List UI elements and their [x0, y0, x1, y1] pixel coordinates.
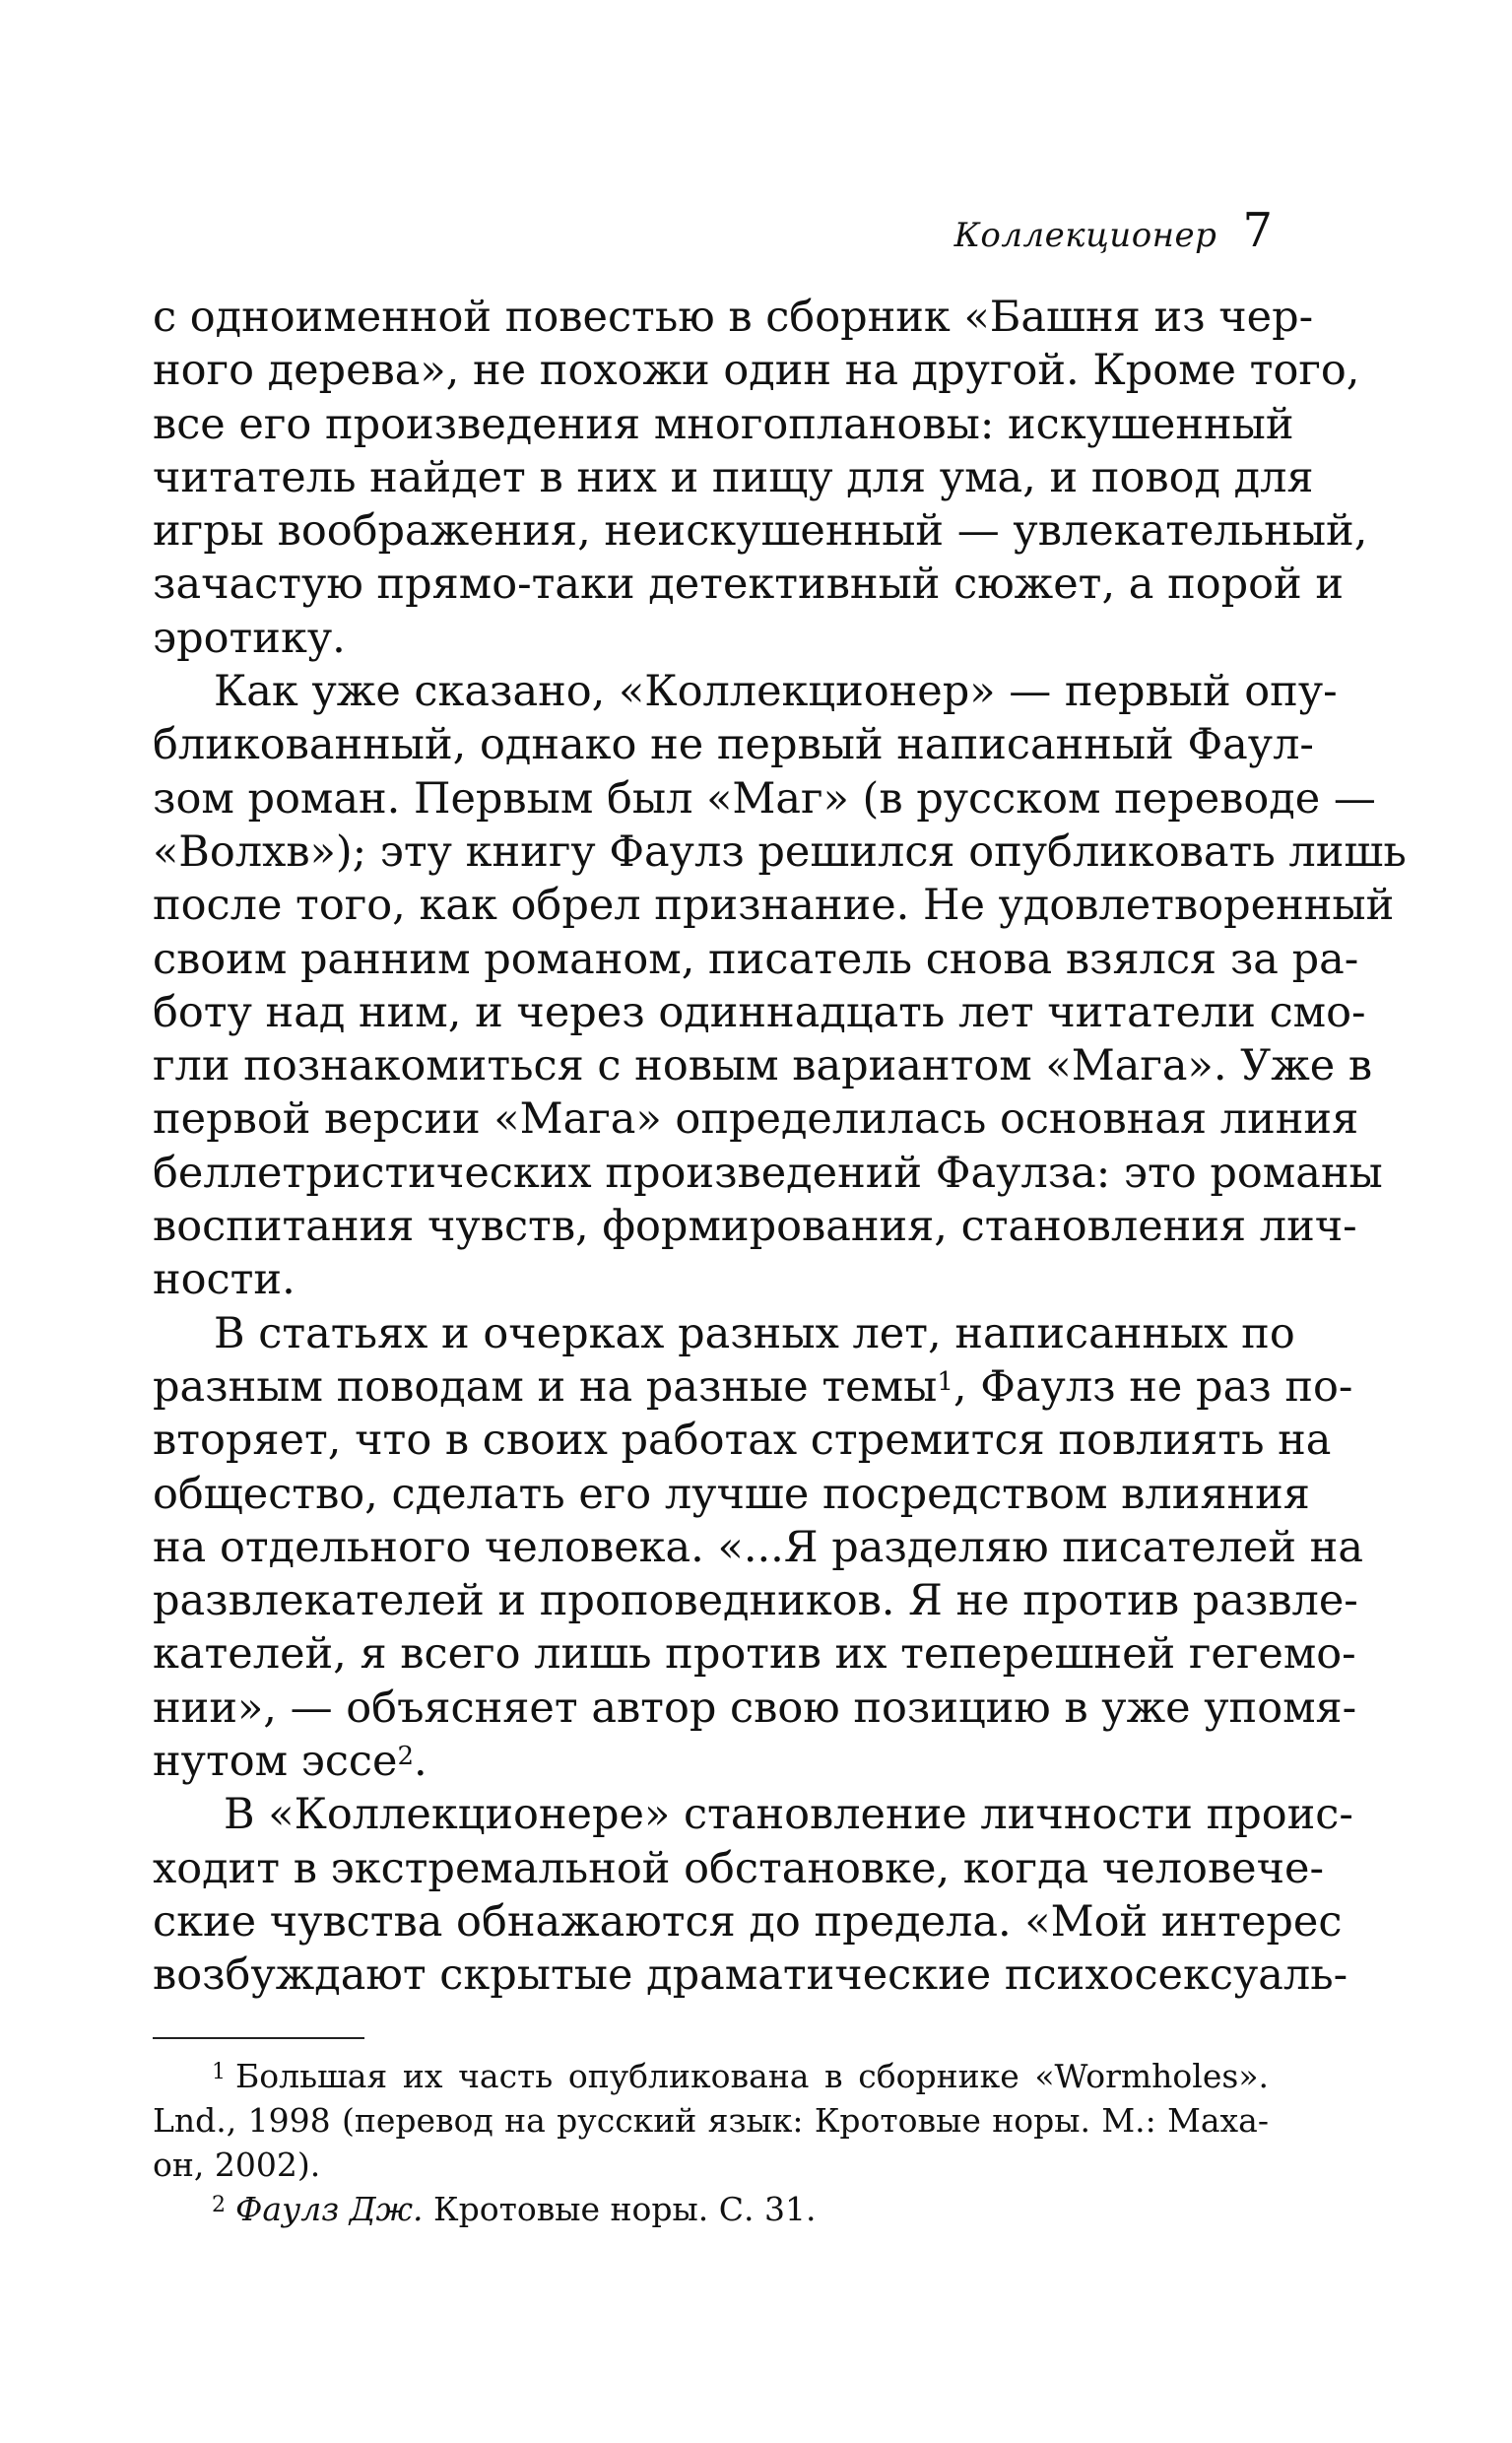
text-line: возбуждают скрытые драматические психосексуаль-: [153, 1950, 1348, 2001]
text-line: боту над ним, и через одиннадцать лет читатели смо-: [153, 987, 1366, 1037]
text-line: В «Коллекционере» становление личности проис-: [224, 1790, 1353, 1840]
footnotes: [153, 2054, 1269, 2231]
footnote-line: [153, 2187, 1269, 2231]
footnote-separator: [153, 2037, 364, 2039]
footnote-line: [153, 2054, 1269, 2098]
text-fragment: , Фаулз не раз по-: [953, 1361, 1353, 1412]
text-line: развлекателей и проповедников. Я не против развле-: [153, 1576, 1358, 1626]
text-line: зачастую прямо-таки детективный сюжет, а порой и: [153, 560, 1345, 610]
text-line: с одноименной повестью в сборник «Башня из чер-: [153, 293, 1314, 342]
page-number: 7: [1242, 203, 1273, 258]
text-line: все его произведения многоплановы: искушенный: [153, 399, 1294, 449]
text-line: после того, как обрел признание. Не удовлетворенный: [153, 881, 1395, 931]
text-line: кателей, я всего лишь против их теперешней гегемо-: [153, 1629, 1356, 1680]
footnote-ref-2[interactable]: 2: [397, 1741, 414, 1771]
text-line-with-footnote: [153, 1735, 1269, 1788]
paragraph-1: [153, 291, 1368, 665]
text-fragment: нутом эссе: [153, 1737, 398, 1787]
text-line: ности.: [153, 1255, 296, 1305]
running-title: Коллекционер: [953, 216, 1217, 255]
text-line: эротику.: [153, 613, 346, 663]
text-line: бликованный, однако не первый написанный Фаул-: [153, 720, 1314, 770]
paragraph-4: [153, 1788, 1353, 2002]
footnote-1: [153, 2054, 1269, 2187]
footnote-marker: 2: [212, 2193, 226, 2217]
running-header: [953, 203, 1273, 258]
text-line: своим ранним романом, писатель снова взялся за ра-: [153, 934, 1359, 984]
footnote-text: Кротовые норы. С. 31.: [423, 2190, 817, 2228]
text-fragment: разным поводам и на разные темы: [153, 1361, 938, 1412]
footnote-line: Lnd., 1998 (перевод на русский язык: Кротовые норы. М.: Маха-: [153, 2101, 1269, 2140]
text-line: ного дерева», не похожи один на другой. Кроме того,: [153, 346, 1360, 396]
text-line: беллетристических произведений Фаулза: это романы: [153, 1148, 1383, 1198]
text-line: ские чувства обнажаются до предела. «Мой интерес: [153, 1896, 1343, 1947]
paragraph-2: [153, 665, 1407, 1307]
text-line: Как уже сказано, «Коллекционер» — первый опу-: [214, 667, 1338, 717]
text-line: ходит в экстремальной обстановке, когда человече-: [153, 1843, 1325, 1893]
footnote-text: Большая их часть опубликована в сборнике «Wormholes».: [235, 2057, 1269, 2095]
text-line: общество, сделать его лучше посредством влияния: [153, 1469, 1310, 1519]
text-line: воспитания чувств, формирования, становления лич-: [153, 1202, 1357, 1252]
text-line: «Волхв»); эту книгу Фаулз решился опубликовать лишь: [153, 826, 1407, 877]
text-fragment: .: [414, 1737, 427, 1787]
footnote-marker: 1: [212, 2060, 226, 2084]
text-line: В статьях и очерках разных лет, написанных по: [214, 1308, 1295, 1358]
text-line: на отдельного человека. «...Я разделяю писателей на: [153, 1522, 1363, 1572]
text-line-with-footnote: [153, 1360, 1353, 1414]
text-line: игры воображения, неискушенный — увлекательный,: [153, 506, 1368, 557]
text-line: первой версии «Мага» определилась основная линия: [153, 1094, 1359, 1145]
footnote-2: [153, 2187, 1269, 2231]
paragraph-3: [153, 1307, 1363, 1789]
footnote-line: он, 2002).: [153, 2146, 321, 2184]
footnote-ref-1[interactable]: 1: [937, 1366, 953, 1397]
body-text: [153, 291, 1407, 2003]
text-line: нии», — объясняет автор свою позицию в уже упомя-: [153, 1683, 1357, 1733]
text-line: читатель найдет в них и пищу для ума, и повод для: [153, 452, 1314, 502]
text-line: зом роман. Первым был «Маг» (в русском переводе —: [153, 773, 1376, 824]
text-line: гли познакомиться с новым вариантом «Мага». Уже в: [153, 1041, 1373, 1091]
text-line: вторяет, что в своих работах стремится повлиять на: [153, 1416, 1332, 1466]
footnote-author: Фаулз Дж.: [235, 2190, 424, 2228]
